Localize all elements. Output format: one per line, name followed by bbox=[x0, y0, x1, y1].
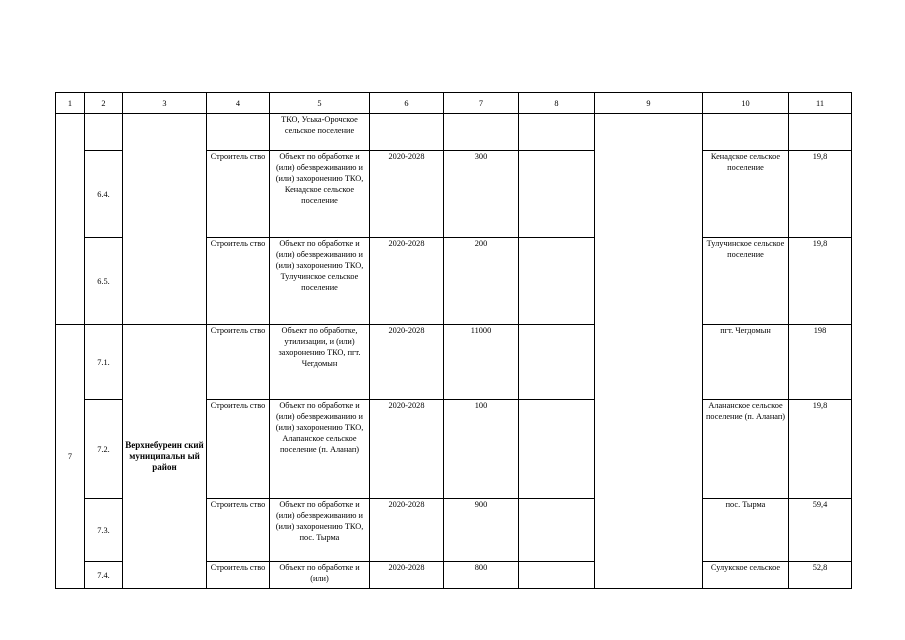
capacity-cell: 800 bbox=[444, 562, 519, 589]
group-cell bbox=[56, 114, 85, 325]
location-cell: пгт. Чегдомын bbox=[703, 325, 789, 400]
row-number: 7.4. bbox=[85, 562, 123, 589]
header-cell: 4 bbox=[207, 93, 270, 114]
header-cell: 3 bbox=[123, 93, 207, 114]
column-9-cell bbox=[595, 114, 703, 589]
work-type: Строитель ство bbox=[207, 400, 270, 499]
header-cell: 10 bbox=[703, 93, 789, 114]
row-number: 6.4. bbox=[85, 151, 123, 238]
header-row bbox=[56, 93, 852, 114]
location-cell: Сулукское сельское bbox=[703, 562, 789, 589]
location-cell: Кенадское сельское поселение bbox=[703, 151, 789, 238]
header-cell: 5 bbox=[270, 93, 370, 114]
work-type: Строитель ство bbox=[207, 562, 270, 589]
value-cell: 198 bbox=[789, 325, 852, 400]
capacity-cell: 200 bbox=[444, 238, 519, 325]
value-cell: 52,8 bbox=[789, 562, 852, 589]
cell bbox=[519, 562, 595, 589]
work-type: Строитель ство bbox=[207, 151, 270, 238]
cell bbox=[519, 238, 595, 325]
object-cell: Объект по обработке и (или) обезвреживанию и (или) захоронению ТКО, пос. Тырма bbox=[270, 499, 370, 562]
cell bbox=[519, 151, 595, 238]
period-cell: 2020-2028 bbox=[370, 499, 444, 562]
cell bbox=[519, 325, 595, 400]
object-cell: ТКО, Уська-Орочское сельское поселение bbox=[270, 114, 370, 151]
object-cell: Объект по обработке и (или) обезвреживанию и (или) захоронению ТКО, Кенадское сельское поселение bbox=[270, 151, 370, 238]
period-cell: 2020-2028 bbox=[370, 400, 444, 499]
capacity-cell: 11000 bbox=[444, 325, 519, 400]
header-cell: 11 bbox=[789, 93, 852, 114]
header-cell: 6 bbox=[370, 93, 444, 114]
header-cell: 1 bbox=[56, 93, 85, 114]
header-cell: 9 bbox=[595, 93, 703, 114]
work-type: Строитель ство bbox=[207, 499, 270, 562]
table-row bbox=[56, 114, 852, 151]
work-type: Строитель ство bbox=[207, 238, 270, 325]
header-cell: 7 bbox=[444, 93, 519, 114]
group-number: 7 bbox=[56, 325, 85, 589]
row-number: 7.1. bbox=[85, 325, 123, 400]
district-name: Верхнебуреин ский муниципальн ый район bbox=[123, 325, 207, 589]
capacity-cell: 900 bbox=[444, 499, 519, 562]
table-row bbox=[56, 325, 852, 400]
cell bbox=[519, 400, 595, 499]
value-cell: 19,8 bbox=[789, 400, 852, 499]
cell bbox=[444, 114, 519, 151]
cell bbox=[123, 114, 207, 325]
location-cell: пос. Тырма bbox=[703, 499, 789, 562]
cell bbox=[519, 114, 595, 151]
value-cell: 19,8 bbox=[789, 151, 852, 238]
period-cell: 2020-2028 bbox=[370, 151, 444, 238]
object-cell: Объект по обработке и (или) обезвреживанию и (или) захоронению ТКО, Алапанское сельское поселение (п. Аланап) bbox=[270, 400, 370, 499]
header-cell: 8 bbox=[519, 93, 595, 114]
cell bbox=[85, 114, 123, 151]
document-table bbox=[55, 92, 852, 589]
capacity-cell: 100 bbox=[444, 400, 519, 499]
row-number: 7.3. bbox=[85, 499, 123, 562]
object-cell: Объект по обработке и (или) обезвреживанию и (или) захоронению ТКО, Тулучинское сельское поселение bbox=[270, 238, 370, 325]
location-cell: Алананское сельское поселение (п. Аланап) bbox=[703, 400, 789, 499]
location-cell: Тулучинское сельское поселение bbox=[703, 238, 789, 325]
cell bbox=[519, 499, 595, 562]
value-cell: 59,4 bbox=[789, 499, 852, 562]
capacity-cell: 300 bbox=[444, 151, 519, 238]
cell bbox=[789, 114, 852, 151]
cell bbox=[370, 114, 444, 151]
row-number: 6.5. bbox=[85, 238, 123, 325]
row-number: 7.2. bbox=[85, 400, 123, 499]
header-cell: 2 bbox=[85, 93, 123, 114]
period-cell: 2020-2028 bbox=[370, 562, 444, 589]
work-type: Строитель ство bbox=[207, 325, 270, 400]
period-cell: 2020-2028 bbox=[370, 238, 444, 325]
value-cell: 19,8 bbox=[789, 238, 852, 325]
period-cell: 2020-2028 bbox=[370, 325, 444, 400]
cell bbox=[703, 114, 789, 151]
object-cell: Объект по обработке, утилизации, и (или) захоронению ТКО, пгт. Чегдомын bbox=[270, 325, 370, 400]
cell bbox=[207, 114, 270, 151]
object-cell: Объект по обработке и (или) bbox=[270, 562, 370, 589]
